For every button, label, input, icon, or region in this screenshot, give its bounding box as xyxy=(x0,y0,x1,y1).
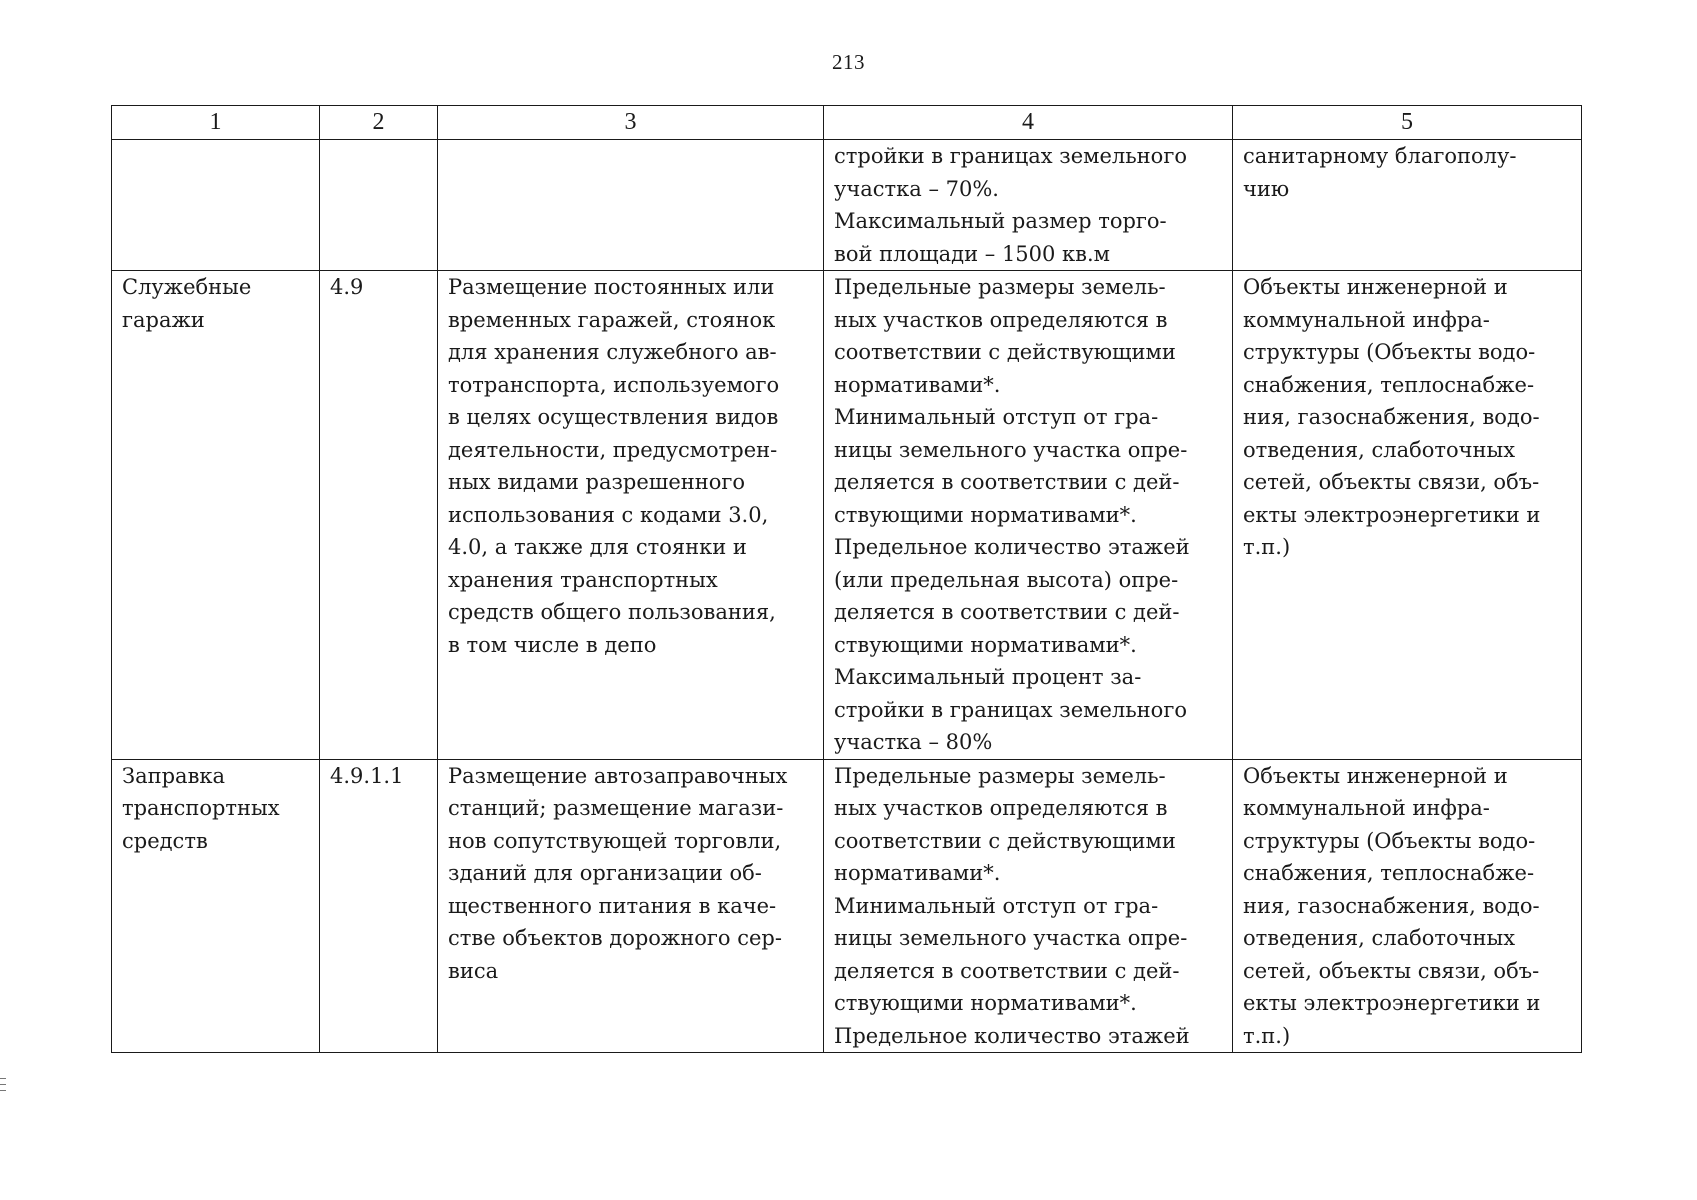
use-description-cell xyxy=(438,140,824,271)
use-description-text: Размещение автозаправочных станций; размещение магази- нов сопутствующей торговли, зданий для организации об- щественного питания в каче- стве объектов дорожного сер- виса xyxy=(448,763,788,983)
column-header-5: 5 xyxy=(1233,106,1582,140)
objects-text: санитарному благополу- чию xyxy=(1243,144,1517,201)
parameters-cell xyxy=(824,271,1233,760)
column-header-2: 2 xyxy=(320,106,438,140)
column-header-3: 3 xyxy=(438,106,824,140)
table-header-row xyxy=(112,106,1582,140)
use-description-text: Размещение постоянных или временных гаражей, стоянок для хранения служебного ав- тотранспорта, используемого в целях осуществления видов деятельности, предусмотрен- ных видами разрешенного использования с кодами 3.0, 4.0, а также для стоянки и хранения транспортных средств общего пользования, в том числе в депо xyxy=(448,275,780,657)
table-row xyxy=(112,271,1582,760)
use-name-cell xyxy=(112,759,320,1053)
use-name-text: Заправка транспортных средств xyxy=(122,763,280,853)
use-code-cell xyxy=(320,140,438,271)
objects-text: Объекты инженерной и коммунальной инфра- структуры (Объекты водо- снабжения, теплоснабже- ния, газоснабжения, водо- отведения, слаботочных сетей, объекты связи, объ- екты электроэнергетики и т.п.) xyxy=(1243,763,1541,1048)
scan-margin-mark xyxy=(0,1078,6,1079)
parameters-cell xyxy=(824,140,1233,271)
use-code-cell xyxy=(320,759,438,1053)
parameters-cell xyxy=(824,759,1233,1053)
use-code-cell xyxy=(320,271,438,760)
page-number: 213 xyxy=(832,50,865,74)
objects-cell xyxy=(1233,140,1582,271)
use-name-text: Служебные гаражи xyxy=(122,275,252,332)
parameters-text: Предельные размеры земель- ных участков определяются в соответствии с действующими нормативами*. Минимальный отступ от гра- ницы земельного участка опре- деляется в соответствии с дей- ствующими нормативами*. Предельное количество этажей xyxy=(834,763,1190,1048)
use-code-text: 4.9 xyxy=(330,275,364,299)
use-name-cell xyxy=(112,271,320,760)
use-code-text: 4.9.1.1 xyxy=(330,763,404,788)
scan-margin-mark xyxy=(0,1090,6,1091)
column-header-4: 4 xyxy=(824,106,1233,140)
column-header-1: 1 xyxy=(112,106,320,140)
objects-cell xyxy=(1233,759,1582,1053)
use-description-cell xyxy=(438,271,824,760)
table-row xyxy=(112,140,1582,271)
parameters-text: стройки в границах земельного участка – 70%. Максимальный размер торго- вой площади – 1500 кв.м xyxy=(834,144,1187,266)
land-use-table xyxy=(111,105,1582,1053)
objects-cell xyxy=(1233,271,1582,760)
use-name-cell xyxy=(112,140,320,271)
scan-margin-mark xyxy=(0,1084,6,1085)
parameters-text: Предельные размеры земель- ных участков определяются в соответствии с действующими нормативами*. Минимальный отступ от гра- ницы земельного участка опре- деляется в соответствии с дей- ствующими нормативами*. Предельное количество этажей (или предельная высота) опре- деляется в соответствии с дей- ствующими нормативами*. Максимальный процент за- стройки в границах земельного участка – 80% xyxy=(834,275,1190,754)
use-description-cell xyxy=(438,759,824,1053)
table-row xyxy=(112,759,1582,1053)
objects-text: Объекты инженерной и коммунальной инфра- структуры (Объекты водо- снабжения, теплоснабже- ния, газоснабжения, водо- отведения, слаботочных сетей, объекты связи, объ- екты электроэнергетики и т.п.) xyxy=(1243,275,1541,559)
